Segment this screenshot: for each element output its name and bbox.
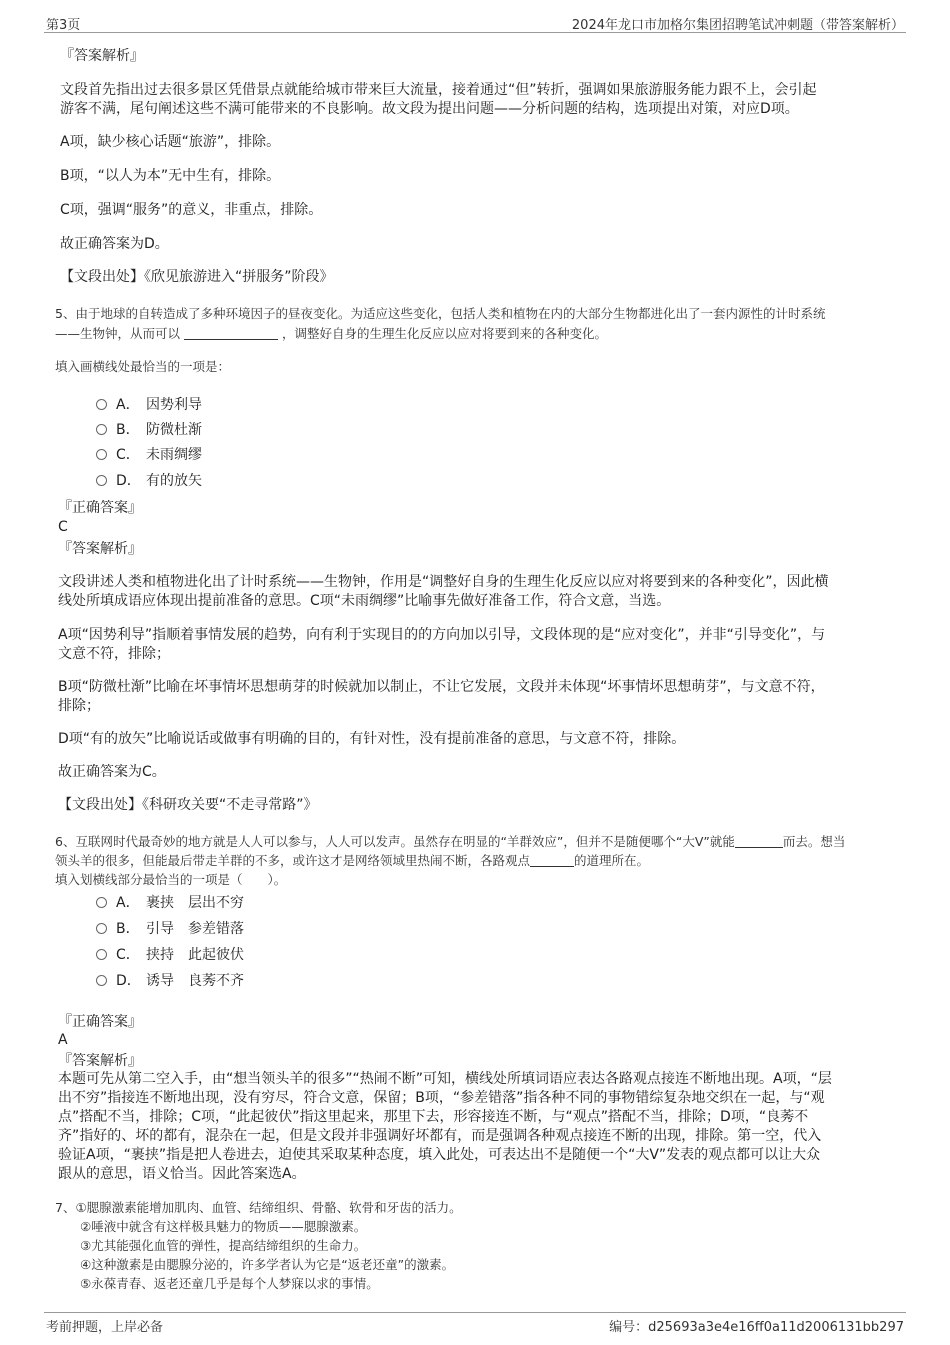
analysis-label: 『答案解析』 — [60, 48, 144, 64]
analysis-text: 线处所填成语应体现出提前准备的意思。C项“未雨绸缪”比喻事先做好准备工作，符合文意，当选。 — [58, 593, 671, 609]
analysis-text: A项“因势利导”指顺着事情发展的趋势，向有利于实现目的的方向加以引导，文段体现的是“应对变化”，并非“引导变化”，与 — [58, 627, 826, 643]
question-6-prompt: 填入划横线部分最恰当的一项是（ ）。 — [55, 872, 287, 887]
analysis-text: 文意不符，排除； — [58, 646, 170, 662]
analysis-text: 游客不满，尾句阐述这些不满可能带来的不良影响。故文段为提出问题——分析问题的结构，选项提出对策，对应D项。 — [60, 101, 799, 117]
analysis-text: 齐”指好的、坏的都有，混杂在一起，但是文段并非强调好坏都有，而是强调各种观点接连不断的出现，排除。第一空，代入 — [58, 1128, 822, 1144]
question-5-fragment: ——生物钟，从而可以 — [55, 326, 181, 341]
analysis-text: 验证A项，“裹挟”指是把人卷进去，迫使其采取某种态度，填入此处，可表达出不是随便一个“大V”发表的观点都可以让大众 — [58, 1147, 821, 1163]
analysis-conclusion: 故正确答案为D。 — [60, 236, 169, 252]
radio-button-icon[interactable] — [96, 975, 107, 986]
correct-answer-label: 『正确答案』 — [58, 500, 142, 516]
radio-button-icon[interactable] — [96, 923, 107, 934]
answer-blank — [530, 866, 574, 867]
correct-answer: C — [58, 519, 68, 535]
radio-button-icon[interactable] — [96, 399, 107, 410]
source-citation: 【文段出处】《科研攻关要“不走寻常路”》 — [58, 797, 318, 813]
analysis-label: 『答案解析』 — [58, 1053, 142, 1069]
answer-blank — [735, 847, 783, 848]
analysis-label: 『答案解析』 — [58, 541, 142, 557]
analysis-conclusion: 故正确答案为C。 — [58, 764, 166, 780]
radio-button-icon[interactable] — [96, 424, 107, 435]
radio-button-icon[interactable] — [96, 475, 107, 486]
document-code: 编号：d25693a3e4e16ff0a11d2006131bb297 — [609, 1320, 904, 1335]
radio-button-icon[interactable] — [96, 949, 107, 960]
question-5-prompt: 填入画横线处最恰当的一项是： — [55, 359, 231, 374]
analysis-text: 跟从的意思，语义恰当。因此答案选A。 — [58, 1166, 306, 1182]
question-5-text — [55, 324, 607, 343]
analysis-text: 排除； — [58, 698, 100, 714]
correct-answer-label: 『正确答案』 — [58, 1014, 142, 1030]
analysis-text: D项“有的放矢”比喻说话或做事有明确的目的，有针对性，没有提前准备的意思，与文意不符，排除。 — [58, 731, 686, 747]
question-5-fragment: ，调整好自身的生理生化反应以应对将要到来的各种变化。 — [281, 326, 607, 341]
analysis-option-c: C项，强调“服务”的意义，非重点，排除。 — [60, 202, 323, 218]
question-7-sentence: ③尤其能强化血管的弹性，提高结缔组织的生命力。 — [80, 1238, 367, 1253]
analysis-text: 出不穷”指接连不断地出现，没有穷尽，符合文意，保留；B项，“参差错落”指各种不同的事物错综复杂地交织在一起，与“观 — [58, 1090, 825, 1106]
question-6-text: 6、互联网时代最奇妙的地方就是人人可以参与，人人可以发声。虽然存在明显的“羊群效应”，但并不是随便哪个“大V”就能 而去。想当 — [55, 834, 846, 849]
answer-blank — [184, 339, 278, 340]
page-header — [44, 10, 906, 33]
question-7-sentence: ②唾液中就含有这样极具魅力的物质——腮腺激素。 — [80, 1219, 367, 1234]
option-d[interactable]: D． 有的放矢 — [96, 470, 202, 490]
correct-answer: A — [58, 1032, 68, 1048]
page-number: 第3页 — [46, 18, 81, 33]
analysis-text: 文段讲述人类和植物进化出了计时系统——生物钟，作用是“调整好自身的生理生化反应以应对将要到来的各种变化”，因此横 — [58, 574, 829, 590]
question-7-text: 7、①腮腺激素能增加肌肉、血管、结缔组织、骨骼、软骨和牙齿的活力。 — [55, 1200, 462, 1215]
option-b[interactable]: B． 引导 参差错落 — [96, 918, 244, 938]
option-c[interactable]: C． 未雨绸缪 — [96, 444, 202, 464]
question-5-text: 5、由于地球的自转造成了多种环境因子的昼夜变化。为适应这些变化，包括人类和植物在内的大部分生物都进化出了一套内源性的计时系统 — [55, 306, 826, 321]
page-footer — [44, 1312, 906, 1335]
radio-button-icon[interactable] — [96, 897, 107, 908]
option-c[interactable]: C． 挟持 此起彼伏 — [96, 944, 244, 964]
analysis-text: 文段首先指出过去很多景区凭借景点就能给城市带来巨大流量，接着通过“但”转折，强调如果旅游服务能力跟不上，会引起 — [60, 82, 817, 98]
option-d[interactable]: D． 诱导 良莠不齐 — [96, 970, 244, 990]
radio-button-icon[interactable] — [96, 449, 107, 460]
footer-slogan: 考前押题，上岸必备 — [46, 1320, 164, 1335]
analysis-text: B项“防微杜渐”比喻在坏事情坏思想萌芽的时候就加以制止，不让它发展，文段并未体现“坏事情坏思想萌芽”，与文意不符， — [58, 679, 825, 695]
document-title: 2024年龙口市加格尔集团招聘笔试冲刺题（带答案解析） — [571, 18, 904, 33]
analysis-text: 点”搭配不当，排除；C项，“此起彼伏”指这里起来，那里下去，形容接连不断，与“观点”搭配不当，排除；D项，“良莠不 — [58, 1109, 809, 1125]
analysis-option-b: B项，“以人为本”无中生有，排除。 — [60, 168, 281, 184]
analysis-text: 本题可先从第二空入手，由“想当领头羊的很多”“热闹不断”可知，横线处所填词语应表达各路观点接连不断地出现。A项，“层 — [58, 1071, 832, 1087]
option-a[interactable]: A． 因势利导 — [96, 394, 202, 414]
question-6-text: 领头羊的很多，但能最后带走羊群的不多，或许这才是网络领域里热闹不断，各路观点 的道理所在。 — [55, 853, 650, 868]
question-7-sentence: ④这种激素是由腮腺分泌的，许多学者认为它是“返老还童”的激素。 — [80, 1257, 455, 1272]
question-7-sentence: ⑤永葆青春、返老还童几乎是每个人梦寐以求的事情。 — [80, 1276, 379, 1291]
source-citation: 【文段出处】《欣见旅游进入“拼服务”阶段》 — [60, 269, 334, 285]
analysis-option-a: A项，缺少核心话题“旅游”，排除。 — [60, 134, 281, 150]
option-a[interactable]: A． 裹挟 层出不穷 — [96, 892, 244, 912]
option-b[interactable]: B． 防微杜渐 — [96, 419, 202, 439]
